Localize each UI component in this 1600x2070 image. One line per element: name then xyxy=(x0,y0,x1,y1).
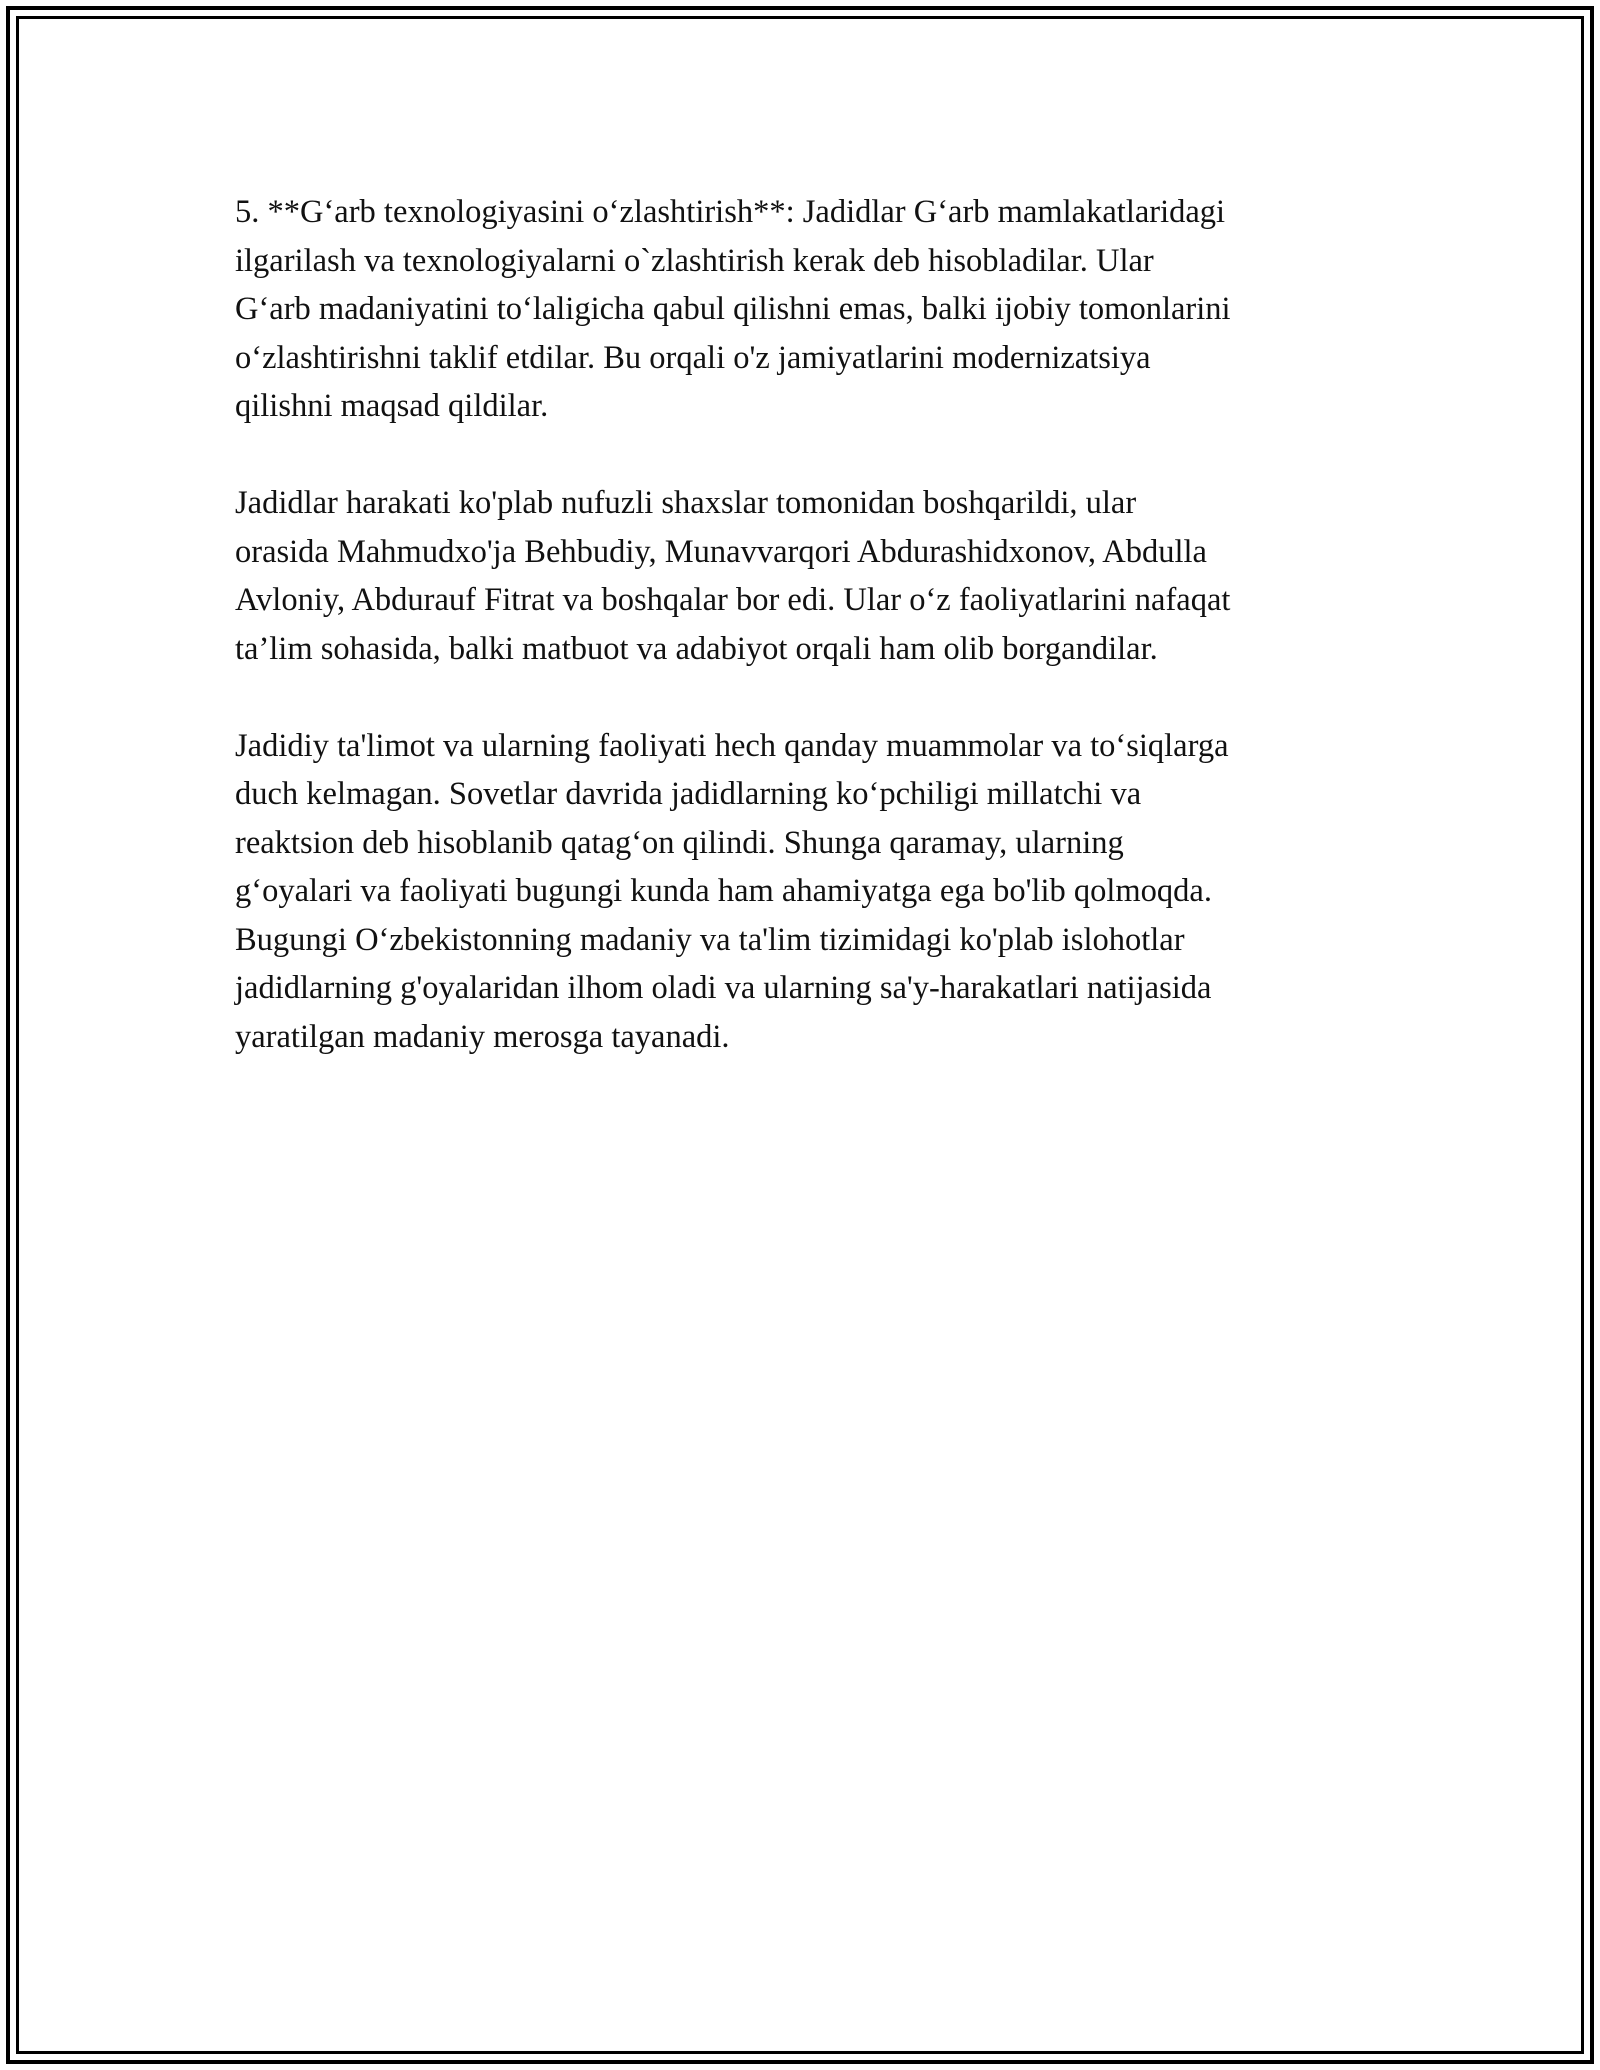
text-line: duch kelmagan. Sovetlar davrida jadidlarning ko‘pchiligi millatchi va xyxy=(235,776,1142,812)
text-line: G‘arb madaniyatini to‘laligicha qabul qilishni emas, balki ijobiy tomonlarini xyxy=(235,291,1231,327)
text-line: ta’lim sohasida, balki matbuot va adabiyot orqali ham olib borgandilar. xyxy=(235,630,1158,667)
text-line: qilishni maqsad qildilar. xyxy=(235,388,549,424)
document-body xyxy=(235,188,1395,1110)
text-line: Bugungi O‘zbekistonning madaniy va ta'lim tizimidagi ko'plab islohotlar xyxy=(235,921,1185,958)
text-line: ilgarilash va texnologiyalarni o`zlashtirish kerak deb hisobladilar. Ular xyxy=(235,242,1154,279)
text-line: Jadidiy ta'limot va ularning faoliyati hech qanday muammolar va to‘siqlarga xyxy=(235,727,1229,764)
text-line: o‘zlashtirishni taklif etdilar. Bu orqali o'z jamiyatlarini modernizatsiya xyxy=(235,339,1151,376)
text-line: reaktsion deb hisoblanib qatag‘on qilindi. Shunga qaramay, ularning xyxy=(235,824,1124,861)
text-line: yaratilgan madaniy merosga tayanadi. xyxy=(235,1018,730,1055)
paragraph-western-technology xyxy=(235,188,1395,431)
paragraph-jadid-leaders xyxy=(235,479,1395,673)
text-line: jadidlarning g'oyalaridan ilhom oladi va ularning sa'y-harakatlari natijasida xyxy=(235,970,1212,1006)
text-line: orasida Mahmudxo'ja Behbudiy, Munavvarqori Abdurashidxonov, Abdulla xyxy=(235,533,1207,570)
text-line: Jadidlar harakati ko'plab nufuzli shaxslar tomonidan boshqarildi, ular xyxy=(235,485,1137,521)
text-line: Avloniy, Abdurauf Fitrat va boshqalar bor edi. Ular o‘z faoliyatlarini nafaqat xyxy=(235,582,1231,618)
text-line: g‘oyalari va faoliyati bugungi kunda ham ahamiyatga ega bo'lib qolmoqda. xyxy=(235,873,1212,909)
text-line: 5. **G‘arb texnologiyasini o‘zlashtirish**: Jadidlar G‘arb mamlakatlaridagi xyxy=(235,194,1226,230)
paragraph-jadid-legacy xyxy=(235,722,1395,1062)
